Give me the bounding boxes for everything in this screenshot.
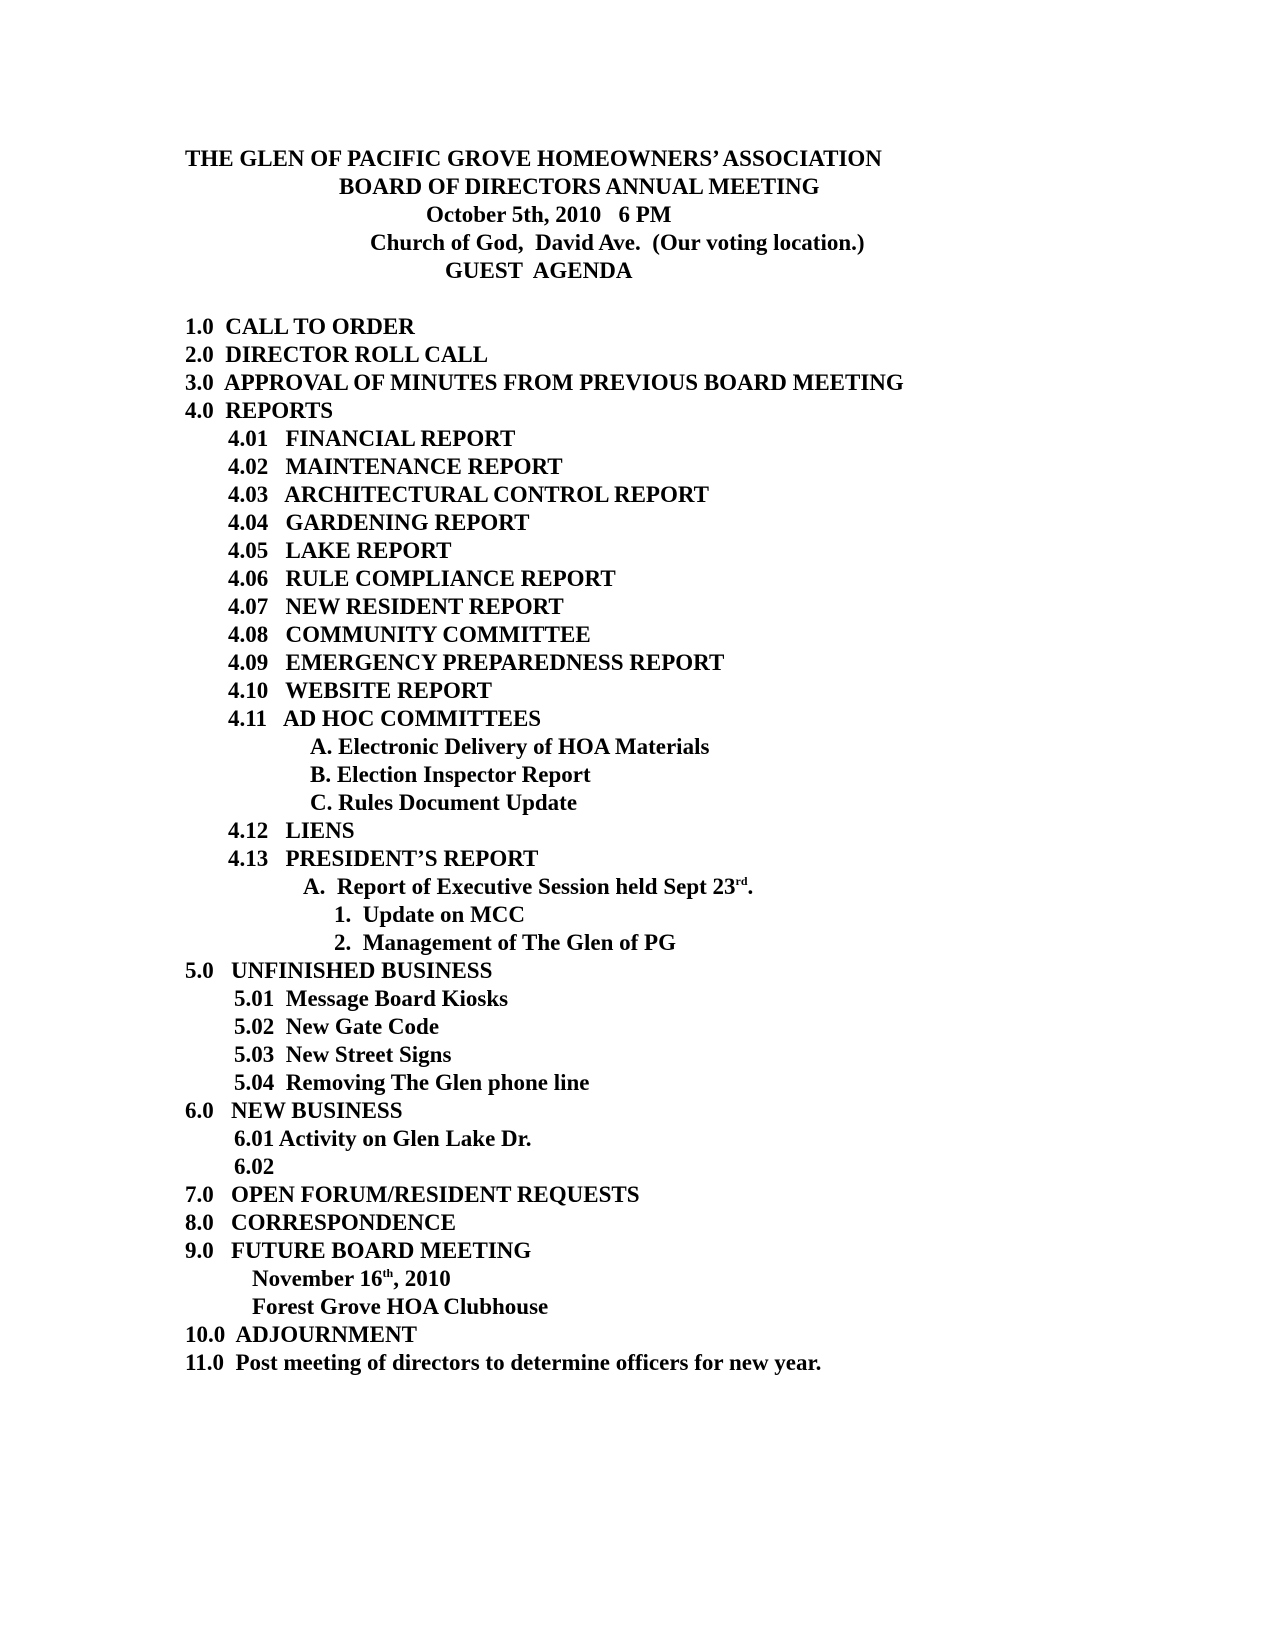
meeting-title: BOARD OF DIRECTORS ANNUAL MEETING [339,174,820,199]
item-rule-compliance-report: 4.06 RULE COMPLIANCE REPORT [228,566,616,591]
item-lake-report: 4.05 LAKE REPORT [228,538,452,563]
item-future-meeting: 9.0 FUTURE BOARD MEETING [185,1238,532,1263]
item-maintenance-report: 4.02 MAINTENANCE REPORT [228,454,563,479]
item-open-forum: 7.0 OPEN FORUM/RESIDENT REQUESTS [185,1182,640,1207]
item-presidents-report: 4.13 PRESIDENT’S REPORT [228,846,539,871]
future-date-end: , 2010 [393,1266,451,1291]
item-post-meeting: 11.0 Post meeting of directors to determine officers for new year. [185,1350,822,1375]
agenda-title: GUEST AGENDA [445,258,633,283]
item-approval-minutes: 3.0 APPROVAL OF MINUTES FROM PREVIOUS BOARD MEETING [185,370,904,395]
executive-session-text: A. Report of Executive Session held Sept 23 [303,874,736,899]
item-architectural-report: 4.03 ARCHITECTURAL CONTROL REPORT [228,482,709,507]
item-street-signs: 5.03 New Street Signs [234,1042,452,1067]
future-meeting-date [252,1265,451,1293]
item-liens: 4.12 LIENS [228,818,355,843]
association-title: THE GLEN OF PACIFIC GROVE HOMEOWNERS’ ASSOCIATION [185,146,882,171]
item-gate-code: 5.02 New Gate Code [234,1014,440,1039]
item-gardening-report: 4.04 GARDENING REPORT [228,510,530,535]
item-new-resident-report: 4.07 NEW RESIDENT REPORT [228,594,564,619]
item-emergency-report: 4.09 EMERGENCY PREPAREDNESS REPORT [228,650,725,675]
item-correspondence: 8.0 CORRESPONDENCE [185,1210,456,1235]
item-update-mcc: 1. Update on MCC [334,902,526,927]
item-community-committee: 4.08 COMMUNITY COMMITTEE [228,622,591,647]
item-unfinished-business: 5.0 UNFINISHED BUSINESS [185,958,493,983]
item-election-inspector: B. Election Inspector Report [310,762,591,787]
meeting-location: Church of God, David Ave. (Our voting location.) [370,230,865,255]
item-message-board: 5.01 Message Board Kiosks [234,986,509,1011]
future-date-suffix: th [382,1266,394,1280]
item-6-02: 6.02 [234,1154,275,1179]
meeting-date: October 5th, 2010 6 PM [426,202,672,227]
item-rules-document: C. Rules Document Update [310,790,578,815]
item-electronic-delivery: A. Electronic Delivery of HOA Materials [310,734,710,759]
item-glen-lake-activity: 6.01 Activity on Glen Lake Dr. [234,1126,532,1151]
executive-session-end: . [747,874,754,899]
item-website-report: 4.10 WEBSITE REPORT [228,678,492,703]
item-management-glen: 2. Management of The Glen of PG [334,930,676,955]
item-call-to-order: 1.0 CALL TO ORDER [185,314,415,339]
item-ad-hoc-committees: 4.11 AD HOC COMMITTEES [228,706,542,731]
item-roll-call: 2.0 DIRECTOR ROLL CALL [185,342,489,367]
item-reports: 4.0 REPORTS [185,398,334,423]
future-meeting-place: Forest Grove HOA Clubhouse [252,1294,549,1319]
item-executive-session [303,873,753,901]
future-date-text: November 16 [252,1266,383,1291]
item-new-business: 6.0 NEW BUSINESS [185,1098,403,1123]
item-adjournment: 10.0 ADJOURNMENT [185,1322,417,1347]
item-phone-line: 5.04 Removing The Glen phone line [234,1070,590,1095]
item-financial-report: 4.01 FINANCIAL REPORT [228,426,516,451]
executive-session-suffix: rd [735,874,748,888]
